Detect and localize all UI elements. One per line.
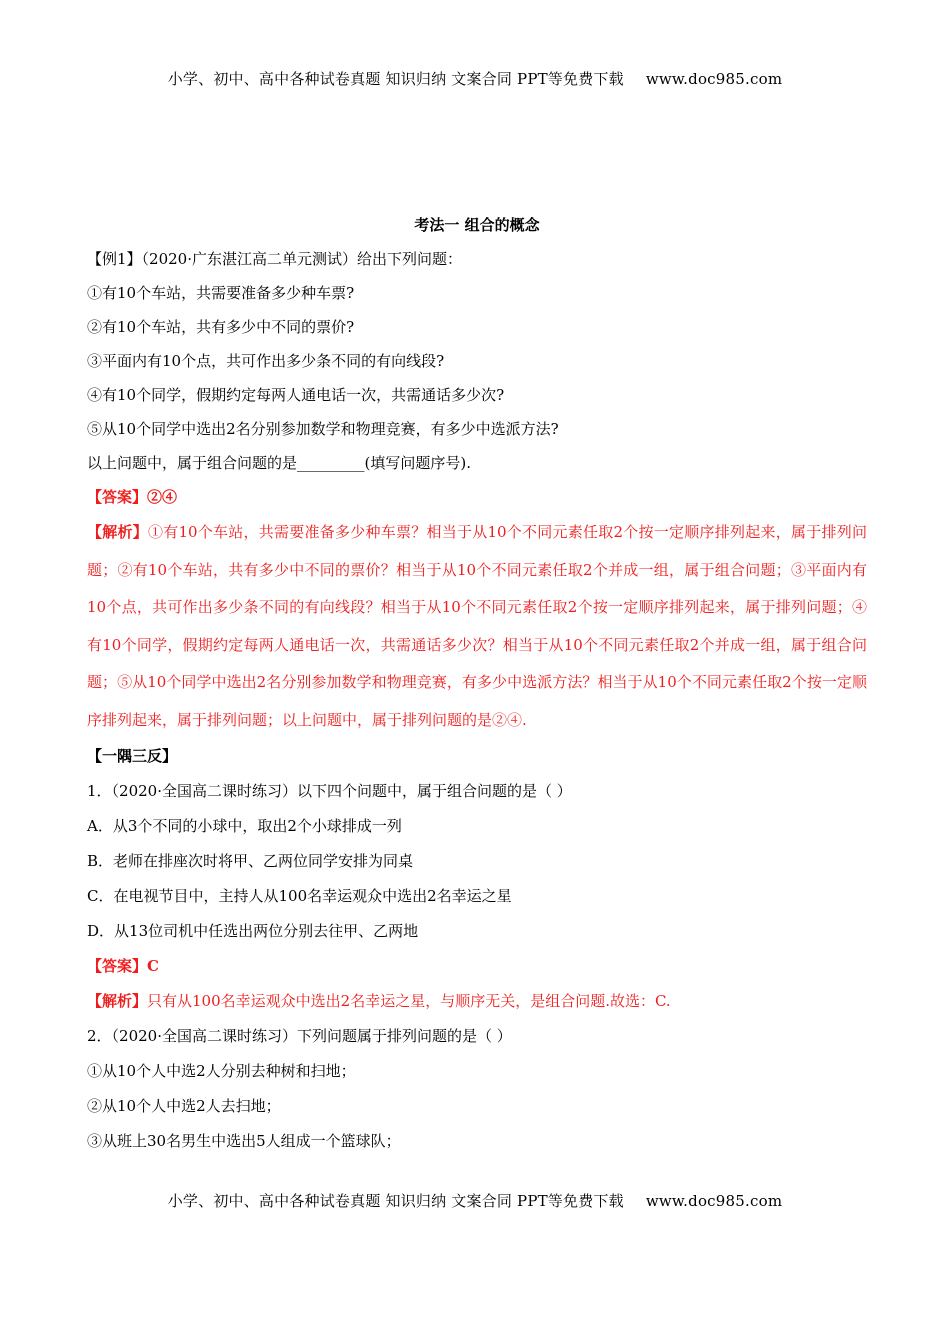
example1-item-5: ⑤从10个同学中选出2名分别参加数学和物理竞赛，有多少中选派方法?	[87, 420, 559, 438]
footer-site[interactable]: www.doc985.com	[645, 1192, 783, 1210]
analysis-text: ①有10个车站，共需要准备多少种车票？相当于从10个不同元素任取2个按一定顺序排列起来，属于排列问题；②有10个车站，共有多少中不同的票价？相当于从10个不同元素任取2个并成一组，属于组合问题；③平面内有10个点，共可作出多少条不同的有向线段？相当于从10个不同元素任取2个按一定顺序排列起来，属于排列问题；④有10个同学，假期约定每两人通电话一次，共需通话多少次？相当于从10个不同元素任取2个并成一组，属于组合问题；⑤从10个同学中选出2名分别参加数学和物理竞赛，有多少中选派方法？相当于从10个不同元素任取2个按一定顺序排列起来，属于排列问题；以上问题中，属于排列问题的是②④.	[87, 523, 867, 729]
example1-answer: 【答案】②④	[87, 488, 178, 506]
example1-item-4: ④有10个同学，假期约定每两人通电话一次，共需通话多少次?	[87, 386, 505, 404]
example1-question: 以上问题中，属于组合问题的是_________(填写问题序号).	[87, 454, 471, 472]
analysis-label: 【解析】	[87, 523, 148, 541]
example1-item-1: ①有10个车站，共需要准备多少种车票?	[87, 284, 355, 302]
header-text: 小学、初中、高中各种试卷真题 知识归纳 文案合同 PPT等免费下载	[167, 70, 624, 88]
q2-stem: 2．（2020·全国高二课时练习）下列问题属于排列问题的是（ ）	[87, 1027, 512, 1045]
footer-text: 小学、初中、高中各种试卷真题 知识归纳 文案合同 PPT等免费下载	[167, 1192, 624, 1210]
q1-analysis-text: 只有从100名幸运观众中选出2名幸运之星，与顺序无关，是组合问题.故选：C.	[147, 992, 671, 1010]
example1-intro: 【例1】（2020·广东湛江高二单元测试）给出下列问题：	[87, 250, 462, 268]
q1-option-b: B．老师在排座次时将甲、乙两位同学安排为同桌	[87, 852, 414, 870]
q1-option-a: A．从3个不同的小球中，取出2个小球排成一列	[87, 817, 402, 835]
q1-option-d: D．从13位司机中任选出两位分别去往甲、乙两地	[87, 922, 419, 940]
page-footer	[0, 1190, 950, 1211]
document-body	[87, 214, 867, 1159]
practice-heading: 【一隅三反】	[87, 747, 178, 765]
q1-analysis	[87, 984, 867, 1019]
q1-stem: 1．（2020·全国高二课时练习）以下四个问题中，属于组合问题的是（ ）	[87, 782, 572, 800]
section-title: 考法一 组合的概念	[414, 216, 540, 234]
example1-item-2: ②有10个车站，共有多少中不同的票价?	[87, 318, 355, 336]
q2-item-3: ③从班上30名男生中选出5人组成一个篮球队；	[87, 1132, 401, 1150]
example1-analysis	[87, 514, 867, 739]
example1-item-3: ③平面内有10个点，共可作出多少条不同的有向线段?	[87, 352, 445, 370]
q2-item-1: ①从10个人中选2人分别去种树和扫地；	[87, 1062, 356, 1080]
q1-analysis-label: 【解析】	[87, 992, 148, 1010]
header-site[interactable]: www.doc985.com	[645, 70, 783, 88]
q2-item-2: ②从10个人中选2人去扫地；	[87, 1097, 281, 1115]
page-header	[0, 68, 950, 89]
q1-answer: 【答案】C	[87, 957, 159, 975]
q1-option-c: C．在电视节目中，主持人从100名幸运观众中选出2名幸运之星	[87, 887, 512, 905]
